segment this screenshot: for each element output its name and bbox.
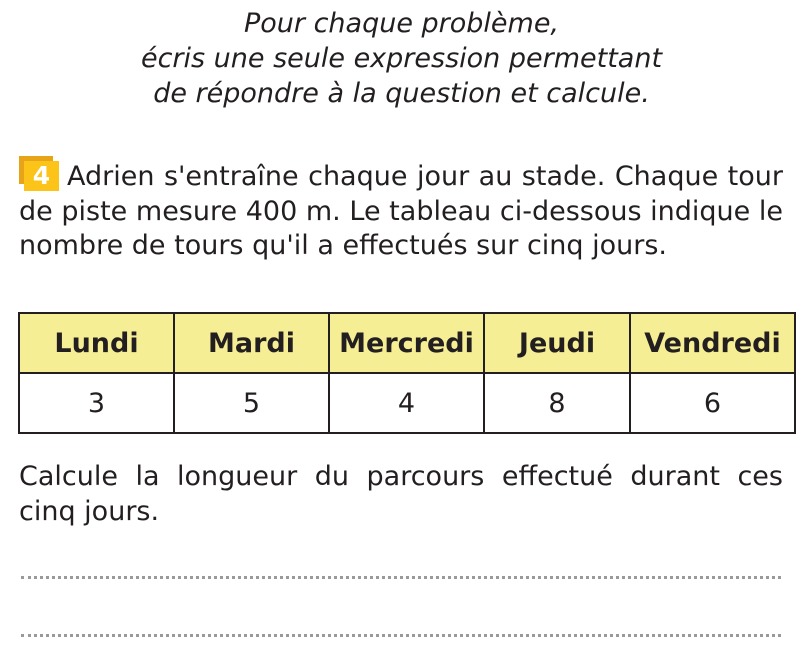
value-cell-vendredi: 6 bbox=[630, 373, 795, 433]
instructions bbox=[0, 6, 803, 111]
header-cell-mardi: Mardi bbox=[174, 313, 329, 373]
laps-table bbox=[18, 312, 796, 434]
header-cell-jeudi: Jeudi bbox=[484, 313, 630, 373]
problem-text: Adrien s'entraîne chaque jour au stade. Chaque tour de piste mesure 400 m. Le tableau ci-dessous indique le nombre de tours qu'il a effectués sur cinq jours. bbox=[19, 161, 783, 261]
instructions-line-1: Pour chaque problème, bbox=[243, 8, 560, 39]
table-row bbox=[19, 373, 795, 433]
instructions-line-3: de répondre à la question et calcule. bbox=[153, 78, 650, 109]
table-header-row bbox=[19, 313, 795, 373]
problem-number: 4 bbox=[24, 161, 59, 191]
value-cell-mardi: 5 bbox=[174, 373, 329, 433]
instructions-line-2: écris une seule expression permettant bbox=[140, 43, 663, 74]
value-cell-mercredi: 4 bbox=[329, 373, 484, 433]
value-cell-jeudi: 8 bbox=[484, 373, 630, 433]
header-cell-vendredi: Vendredi bbox=[630, 313, 795, 373]
answer-line-2[interactable] bbox=[21, 634, 781, 637]
header-cell-mercredi: Mercredi bbox=[329, 313, 484, 373]
value-cell-lundi: 3 bbox=[19, 373, 174, 433]
problem-statement bbox=[19, 156, 783, 264]
header-cell-lundi: Lundi bbox=[19, 313, 174, 373]
answer-line-1[interactable] bbox=[21, 576, 781, 579]
question-text: Calcule la longueur du parcours effectué durant ces cinq jours. bbox=[19, 461, 783, 527]
problem-number-badge bbox=[19, 156, 59, 190]
